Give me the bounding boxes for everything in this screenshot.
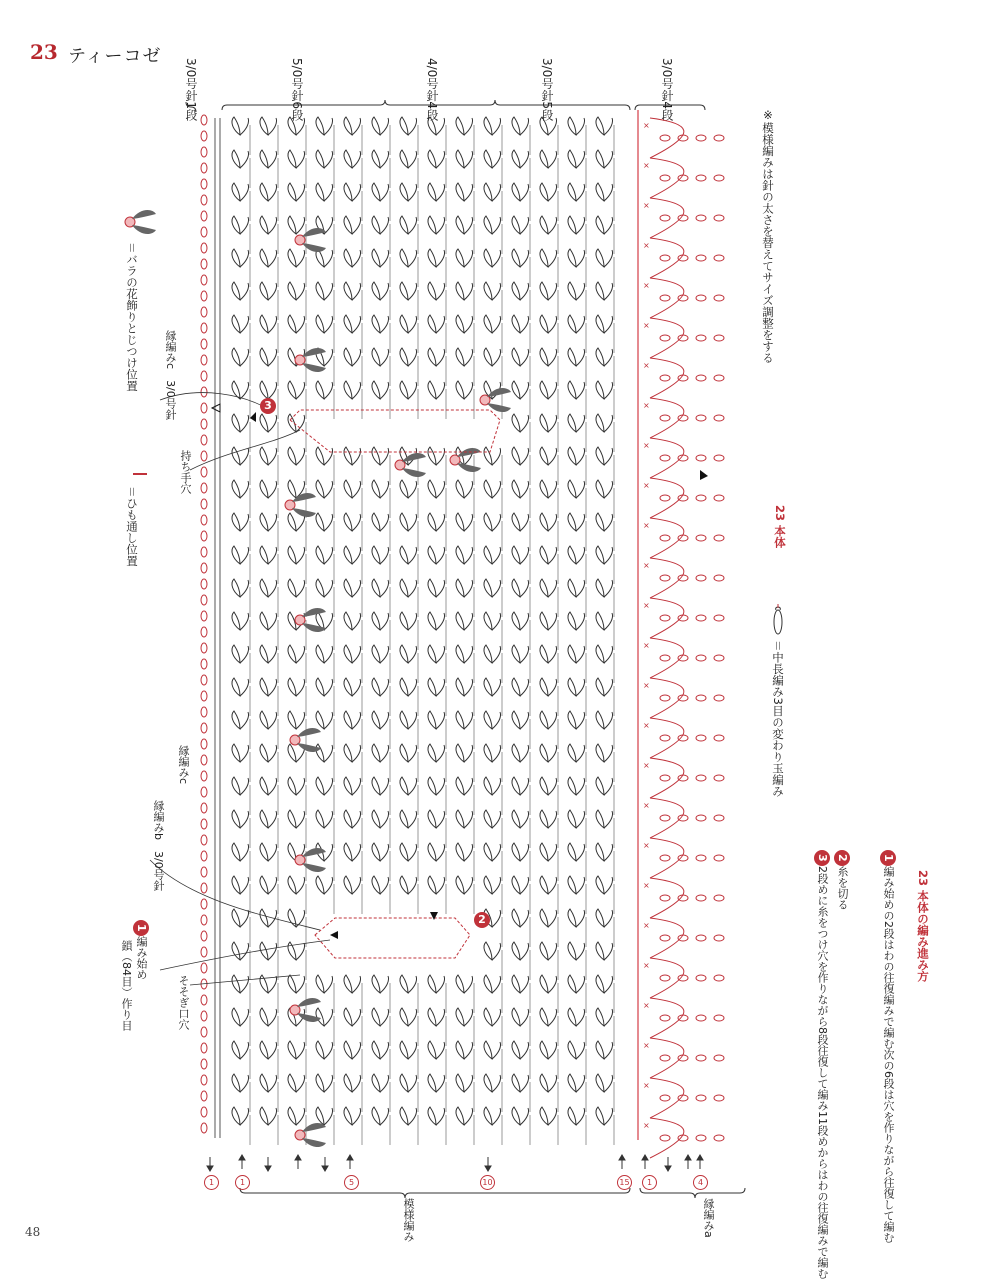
edging-a-label: 縁編みa <box>702 1198 715 1238</box>
rose-legend-icon <box>125 210 156 234</box>
svg-text:×: × <box>643 601 650 610</box>
marker-2: 2 <box>474 912 490 928</box>
svg-text:×: × <box>643 121 650 130</box>
svg-text:×: × <box>643 721 650 730</box>
start-label: 1編み始め <box>133 920 149 980</box>
svg-text:×: × <box>643 201 650 210</box>
cord-legend: ＝ひも通し位置 <box>125 486 139 567</box>
svg-text:×: × <box>643 441 650 450</box>
spout-hole-outline <box>315 918 470 958</box>
rose-legend: ＝バラの花飾りとじつけ位置 <box>125 242 139 392</box>
start-chain-label: 鎖（84目）作り目 <box>120 940 133 1031</box>
svg-text:×: × <box>643 481 650 490</box>
svg-text:×: × <box>643 321 650 330</box>
svg-text:×: × <box>643 1041 650 1050</box>
bottom-braces <box>240 1188 745 1198</box>
marker-3: 3 <box>260 398 276 414</box>
row-marker-g: 4 <box>693 1175 708 1190</box>
svg-text:×: × <box>643 401 650 410</box>
column-header-3: 4/0号針4段 <box>425 58 439 121</box>
row-marker-a: 1 <box>204 1175 219 1190</box>
pattern-grid <box>215 118 220 1138</box>
section-title: 23 本体 <box>773 505 787 549</box>
edging-c-column <box>201 115 207 1133</box>
stitch-legend: ＝中長編み3目の変わり玉編み <box>771 640 785 797</box>
edging-b-label: 縁編みb 3/0号針 <box>152 800 165 891</box>
spout-hole-label: そそぎ口穴 <box>177 975 190 1030</box>
stitch-symbol-grid <box>232 117 614 1147</box>
row-arrows <box>207 1155 703 1171</box>
svg-text:×: × <box>643 521 650 530</box>
row-marker-f: 1 <box>642 1175 657 1190</box>
svg-text:×: × <box>643 241 650 250</box>
svg-text:×: × <box>643 561 650 570</box>
row-marker-e: 15 <box>617 1175 632 1190</box>
svg-text:×: × <box>643 681 650 690</box>
svg-text:×: × <box>643 961 650 970</box>
column-header-1: 3/0号針1段 <box>184 58 198 121</box>
page-number: 48 <box>25 1225 41 1239</box>
column-header-5: 3/0号針4段 <box>660 58 674 121</box>
row-marker-c: 5 <box>344 1175 359 1190</box>
instruction-step-1: 1編み始めの2段はわの往復編みで編む次の6段は穴を作りながら往復して編む <box>880 850 896 1243</box>
edging-a-column <box>643 118 724 1158</box>
edging-c-top-label: 縁編みc 3/0号針 <box>164 330 177 420</box>
svg-text:×: × <box>643 1001 650 1010</box>
puff-stitch-legend-icon <box>774 604 782 634</box>
svg-text:×: × <box>643 1121 650 1130</box>
instructions-heading: 23 本体の編み進み方 <box>916 870 930 983</box>
instruction-step-2: 2糸を切る <box>834 850 850 910</box>
header-braces <box>186 100 705 112</box>
svg-text:×: × <box>643 161 650 170</box>
pattern-title: ティーコゼ <box>68 46 162 67</box>
svg-text:×: × <box>643 801 650 810</box>
pattern-number: 23 <box>30 40 58 64</box>
handle-hole-label: 持ち手穴 <box>179 450 192 494</box>
svg-text:×: × <box>643 641 650 650</box>
handle-hole-outline <box>290 410 500 452</box>
edging-c-mid-label: 縁編みc <box>177 745 190 785</box>
svg-text:×: × <box>643 761 650 770</box>
row-marker-d: 10 <box>480 1175 495 1190</box>
pattern-stitch-label: 模様編み <box>402 1198 415 1242</box>
column-header-4: 3/0号針5段 <box>540 58 554 121</box>
svg-text:×: × <box>643 281 650 290</box>
svg-text:×: × <box>643 921 650 930</box>
column-header-2: 5/0号針6段 <box>290 58 304 121</box>
svg-text:×: × <box>643 881 650 890</box>
svg-text:×: × <box>643 1081 650 1090</box>
row-marker-b: 1 <box>235 1175 250 1190</box>
instruction-step-3: 32段めに糸をつけ穴を作りながら8段往復して編み11段めからはわの往復編みで編む <box>814 850 830 1250</box>
size-note: ※模様編みは針の太さを替えてサイズ調整をする <box>761 108 775 364</box>
svg-text:×: × <box>643 841 650 850</box>
svg-text:×: × <box>643 361 650 370</box>
